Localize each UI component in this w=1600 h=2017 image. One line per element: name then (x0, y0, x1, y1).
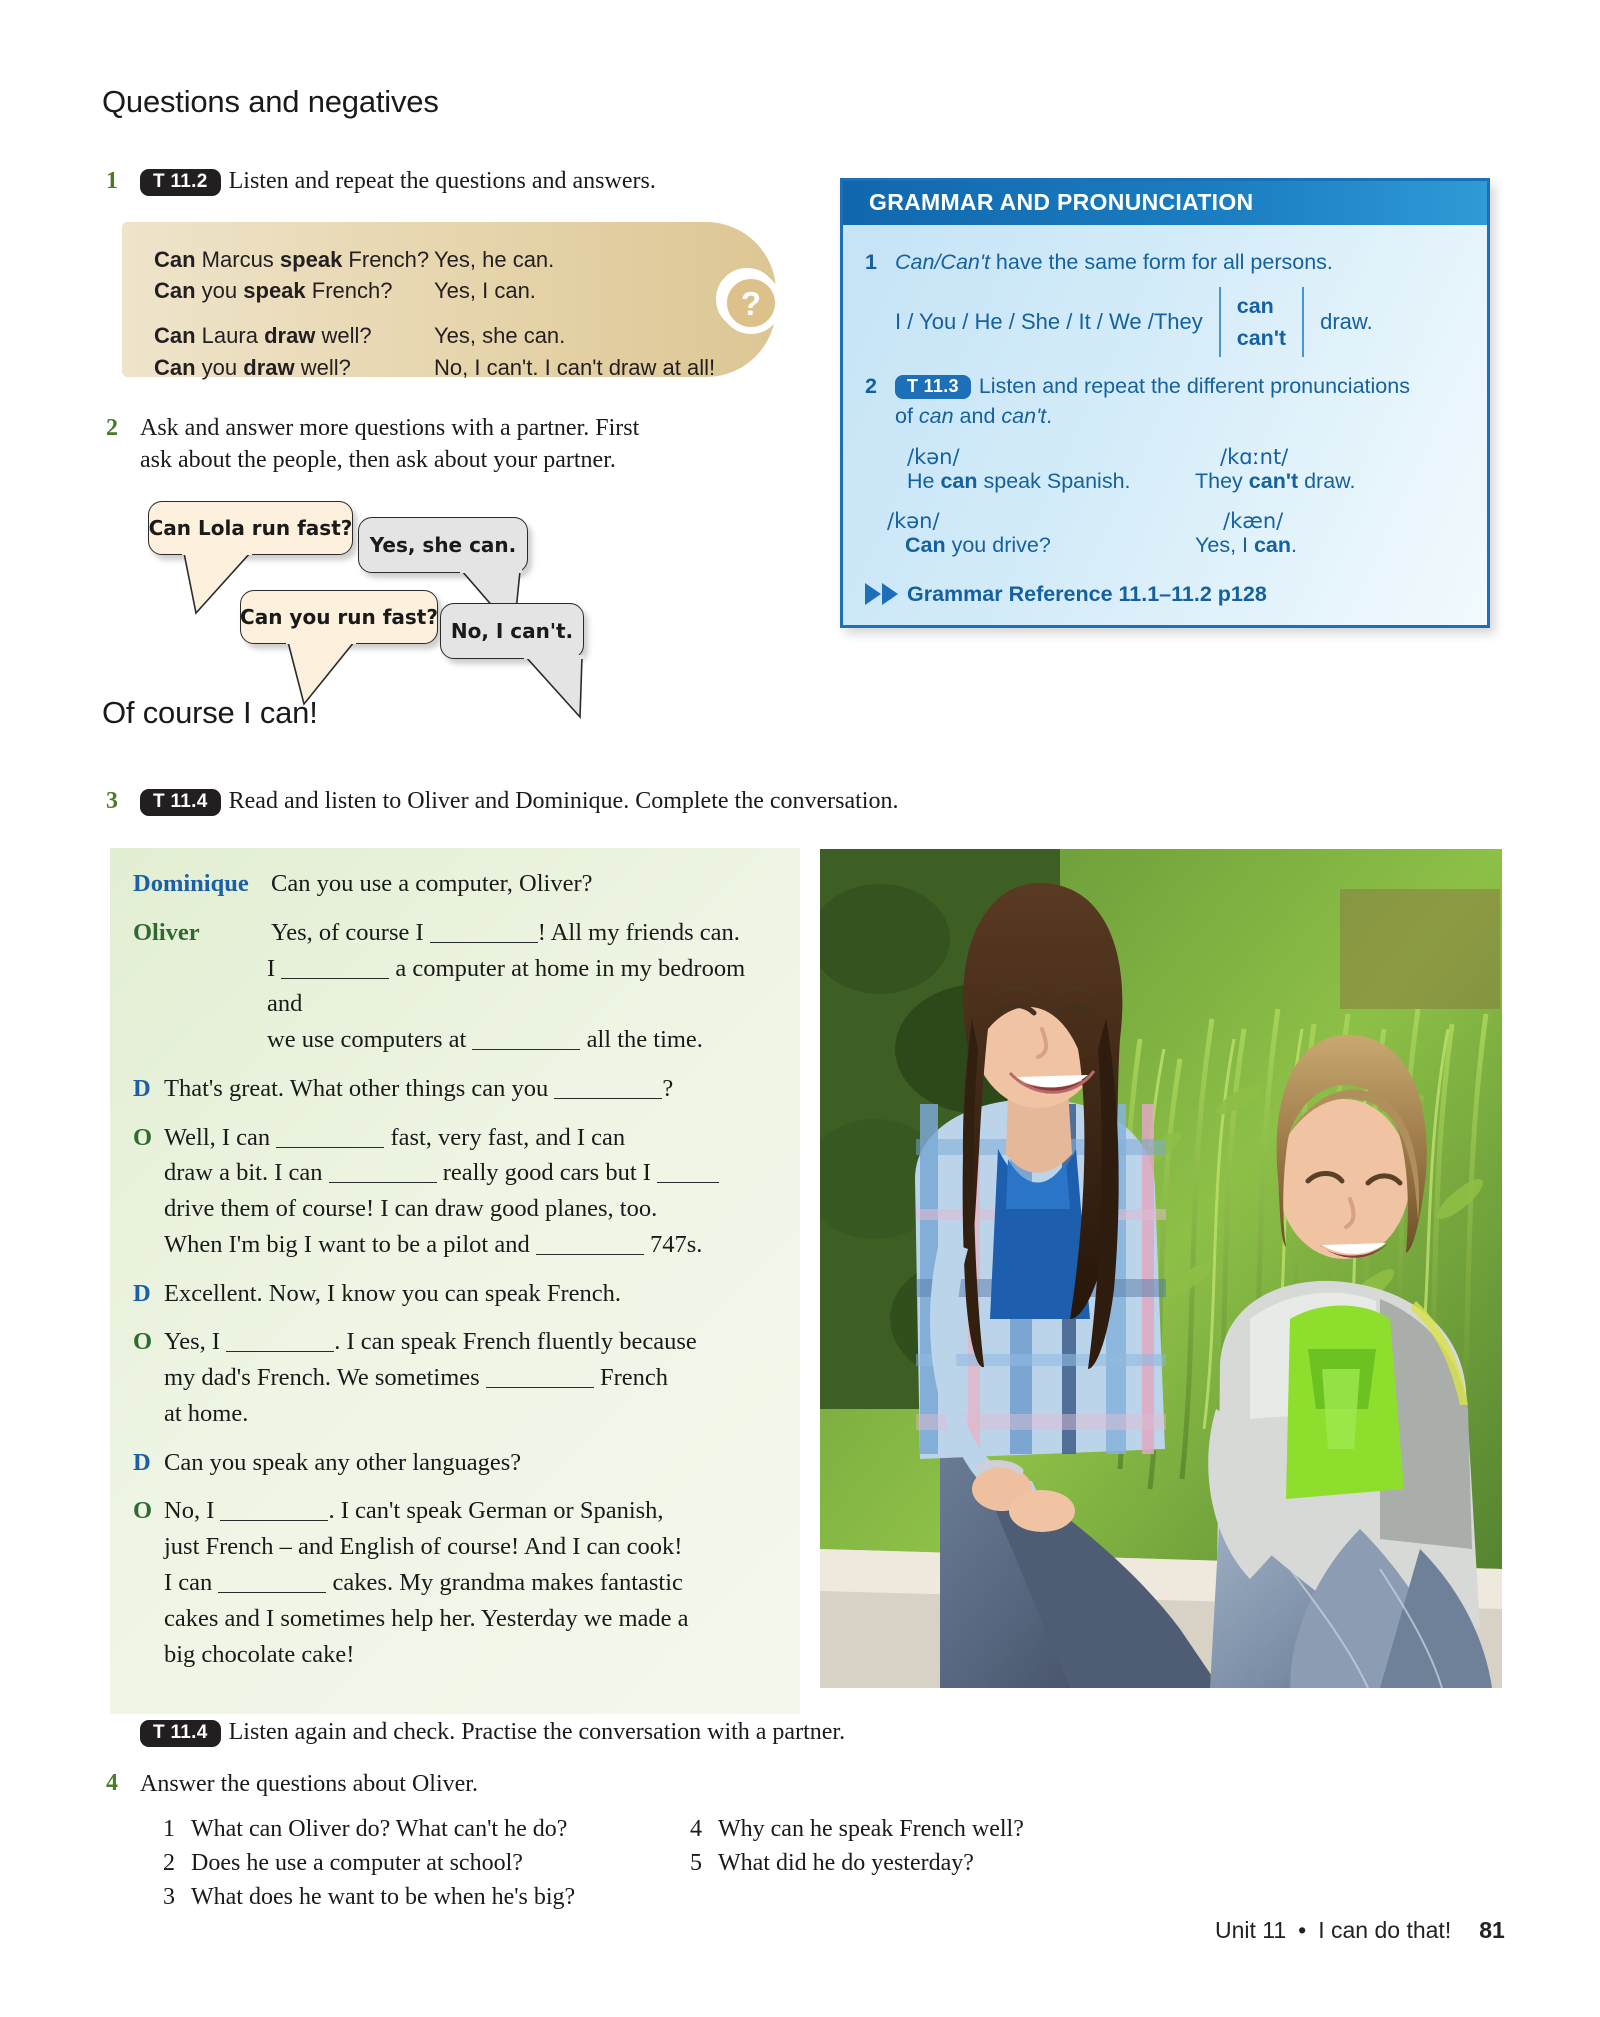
qa-answer: No, I can't. I can't draw at all! (434, 354, 716, 380)
pron-2-post: draw. (1298, 469, 1356, 494)
turn-line (267, 1022, 783, 1058)
grammar-point-2-number: 2 (865, 374, 877, 399)
turn-line (164, 1120, 783, 1156)
question-answer-table (154, 244, 715, 383)
exercise-2-line-2: ask about the people, then ask about your partner. (140, 447, 616, 474)
exercise-1-instruction-text: Listen and repeat the questions and answers. (228, 168, 656, 194)
grammar-reference-link[interactable] (865, 579, 1465, 609)
speech-bubble-answer-1: Yes, she can. (358, 517, 528, 573)
double-arrow-icon (865, 583, 898, 605)
qa-answer: Yes, he can. (434, 247, 555, 272)
exercise-4-right-questions (690, 1812, 1024, 1880)
qa-question (154, 320, 434, 351)
qa-question (154, 244, 434, 275)
turn-line (164, 1227, 783, 1263)
exercise-3-instruction-row (140, 785, 898, 817)
speaker-label-dominique: Dominique (133, 870, 249, 897)
audio-badge-t112[interactable]: T 11.2 (140, 169, 221, 196)
qa-bold-verb: draw (243, 354, 295, 380)
page-footer (1215, 1917, 1505, 1944)
text-seg: cakes. My grandma makes fantastic (326, 1569, 683, 1597)
section-heading-of-course: Of course I can! (102, 695, 318, 730)
qa-bold-can: Can (154, 323, 196, 349)
text-seg: . I can't speak German or Spanish, (328, 1497, 664, 1525)
question-mark-icon: ? (720, 272, 782, 334)
turn-line: cakes and I sometimes help her. Yesterday we made a (164, 1604, 689, 1632)
list-item (163, 1846, 575, 1880)
modal-column (1237, 290, 1286, 355)
qa-answer: Yes, I can. (434, 278, 536, 304)
pronunciation-grid (865, 445, 1465, 577)
qa-question (154, 275, 434, 306)
qa-subject: Marcus (195, 247, 280, 272)
grammar-box-title: GRAMMAR AND PRONUNCIATION (843, 181, 1487, 225)
grammar-and-pronunciation-box (840, 178, 1490, 628)
exercise-4-number: 4 (106, 1770, 118, 1796)
text-seg: fast, very fast, and I can (384, 1123, 626, 1151)
question-text: What can Oliver do? What can't he do? (191, 1816, 568, 1842)
speech-bubble-tail-4 (490, 655, 610, 721)
fill-blank[interactable] (281, 978, 389, 979)
table-row (154, 244, 715, 275)
grammar-point-1 (865, 247, 1465, 277)
qa-question (154, 352, 434, 383)
exercise-3-instruction-text: Read and listen to Oliver and Dominique. Complete the conversation. (228, 788, 899, 814)
text-seg: French (593, 1364, 668, 1392)
pron-2-pre: They (1195, 469, 1249, 494)
fill-blank[interactable] (430, 942, 538, 943)
grammar-point-2 (865, 371, 1465, 431)
text-seg: 747s. (643, 1230, 703, 1258)
question-text: What does he want to be when he's big? (191, 1884, 576, 1911)
fill-blank[interactable] (472, 1049, 580, 1050)
list-item (163, 1880, 575, 1914)
fill-blank[interactable] (536, 1254, 644, 1255)
fill-blank[interactable] (276, 1147, 384, 1148)
turn-line (164, 1493, 783, 1529)
turn-lines (164, 1120, 783, 1263)
turn-line (164, 1324, 783, 1360)
grammar-point-1-number: 1 (865, 250, 877, 274)
conversation-turn (133, 1120, 783, 1263)
grammar-point-1-text (895, 247, 1465, 277)
speaker-label-o: O (133, 1497, 153, 1525)
qa-object: French? (342, 247, 430, 272)
conversation-turn (133, 915, 783, 1058)
turn-line: Excellent. Now, I know you can speak French. (164, 1279, 621, 1307)
ipa-transcription-1: /kən/ (907, 445, 960, 470)
audio-badge-t114-a[interactable]: T 11.4 (140, 789, 221, 816)
qa-bold-can: Can (154, 354, 196, 380)
conversation-turn (133, 1493, 783, 1672)
table-row (154, 352, 715, 383)
question-text: What did he do yesterday? (718, 1850, 974, 1877)
persons-paradigm-row (895, 287, 1465, 357)
question-text: Why can he speak French well? (718, 1816, 1024, 1842)
pron-example-4 (1195, 509, 1297, 559)
speech-bubble-question-1: Can Lola run fast? (148, 501, 353, 555)
grammar-box-body (843, 225, 1487, 623)
text-seg: That's great. What other things can you (164, 1074, 555, 1102)
paradigm-verb: draw. (1320, 308, 1373, 334)
text-seg: really good cars but I (436, 1159, 658, 1187)
pron-1-post: speak Spanish. (977, 469, 1131, 494)
spacer (154, 306, 715, 320)
turn-lines (164, 1493, 783, 1672)
qa-object: well? (294, 354, 351, 380)
turn-line (164, 1565, 783, 1601)
text-seg: draw a bit. I can (164, 1159, 329, 1187)
text-seg: No, I (164, 1497, 221, 1525)
pron-sentence-3 (905, 533, 1051, 559)
listen-again-text: Listen again and check. Practise the conversation with a partner. (228, 1719, 846, 1745)
speaker-label-d: D (133, 1448, 151, 1476)
speaker-label-o: O (133, 1123, 153, 1151)
grammar-can-cant-italic: Can/Can't (895, 250, 990, 274)
photo-illustration (820, 849, 1502, 1688)
ipa-transcription-3: /kən/ (887, 509, 940, 534)
turn-line (164, 1071, 783, 1107)
exercise-2-instruction (140, 412, 740, 477)
speaker-label-o: O (133, 1328, 153, 1356)
conversation-turn (133, 1071, 783, 1107)
pron-3-bold: Can (905, 533, 946, 558)
grammar-period: . (1046, 404, 1053, 429)
grammar-italic-cant: can't (1001, 404, 1047, 429)
fill-blank[interactable] (657, 1182, 719, 1183)
turn-line: at home. (164, 1399, 249, 1427)
qa-object: French? (305, 278, 393, 304)
qa-bold-verb: speak (279, 247, 343, 272)
turn-line (164, 1155, 783, 1191)
exercise-2-number: 2 (106, 415, 118, 441)
turn-line: Can you speak any other languages? (164, 1448, 522, 1476)
qa-subject: Laura (195, 323, 265, 349)
pron-1-pre: He (907, 469, 941, 494)
question-number: 5 (690, 1850, 702, 1877)
grammar-point-2-of: of (895, 404, 919, 429)
list-item (690, 1812, 1024, 1846)
list-item (690, 1846, 1024, 1880)
text-seg: ? (662, 1074, 674, 1102)
question-answer-panel (122, 222, 776, 380)
grammar-point-1-rest: have the same form for all persons. (989, 250, 1333, 274)
fill-blank[interactable] (218, 1592, 326, 1593)
question-number: 1 (163, 1816, 175, 1842)
turn-line: just French – and English of course! And I can cook! (164, 1533, 683, 1561)
divider-left (1219, 287, 1221, 357)
pron-4-pre: Yes, I (1195, 533, 1254, 558)
speech-bubble-answer-2: No, I can't. (440, 603, 584, 659)
table-row (154, 275, 715, 306)
conversation-turn (133, 1445, 783, 1481)
pron-example-1 (907, 445, 1131, 495)
question-text: Does he use a computer at school? (191, 1850, 523, 1877)
qa-bold-can: Can (154, 247, 196, 272)
conversation-text (133, 866, 783, 1685)
page-number: 81 (1479, 1917, 1505, 1943)
speaker-label-d: D (133, 1074, 151, 1102)
ipa-transcription-2: /kɑːnt/ (1220, 445, 1289, 470)
fill-blank[interactable] (220, 1520, 328, 1521)
divider-right (1302, 287, 1304, 357)
turn-lines (267, 915, 783, 1058)
qa-bold-can: Can (154, 278, 196, 304)
exercise-2-line-1: Ask and answer more questions with a partner. First (140, 415, 640, 441)
ipa-transcription-4: /kæn/ (1223, 509, 1284, 534)
qa-answer: Yes, she can. (434, 323, 566, 349)
persons-list: I / You / He / She / It / We /They (895, 308, 1203, 334)
exercise-4-instruction: Answer the questions about Oliver. (140, 1771, 478, 1797)
fill-blank[interactable] (554, 1098, 662, 1099)
turn-lines (164, 1324, 783, 1431)
qa-object: well? (315, 323, 372, 349)
pron-1-bold: can (940, 469, 978, 494)
exercise-1-instruction-row (140, 165, 656, 197)
exercise-1-number: 1 (106, 168, 118, 194)
pron-example-2 (1195, 445, 1355, 495)
text-seg: I can (164, 1569, 219, 1597)
footer-unit: Unit 11 (1215, 1917, 1287, 1943)
exercise-3-number: 3 (106, 788, 118, 814)
audio-badge-t114-b[interactable]: T 11.4 (140, 1720, 221, 1747)
pron-4-post: . (1291, 533, 1298, 558)
question-number: 3 (163, 1884, 175, 1911)
pron-sentence-1 (907, 469, 1131, 495)
turn-line (164, 1360, 783, 1396)
speech-bubble-question-2: Can you run fast? (240, 590, 438, 644)
text-seg: I (267, 954, 282, 982)
turn-line: drive them of course! I can draw good planes, too. (164, 1195, 658, 1223)
text-seg: Well, I can (164, 1123, 277, 1151)
fill-blank[interactable] (226, 1351, 334, 1352)
pron-2-bold: can't (1248, 469, 1299, 494)
fill-blank[interactable] (329, 1182, 437, 1183)
pron-example-3 (887, 509, 1051, 559)
conversation-turn (133, 1276, 783, 1312)
table-row (154, 320, 715, 351)
pron-4-bold: can (1253, 533, 1292, 558)
text-seg: ! All my friends can. (537, 918, 740, 946)
text-seg: all the time. (580, 1026, 703, 1054)
grammar-reference-text: Grammar Reference 11.1–11.2 p128 (907, 582, 1267, 607)
listen-again-row (140, 1716, 845, 1748)
footer-title: I can do that! (1318, 1917, 1452, 1943)
text-seg: Yes, of course I (271, 918, 430, 946)
footer-separator-dot: • (1298, 1917, 1307, 1943)
qa-bold-verb: speak (243, 278, 306, 304)
qa-subject: you (195, 354, 244, 380)
speaker-label-oliver: Oliver (133, 918, 200, 946)
text-seg: Yes, I (164, 1328, 227, 1356)
pron-sentence-2 (1195, 469, 1355, 495)
speaker-label-d: D (133, 1279, 151, 1307)
turn-line (271, 915, 783, 951)
pron-3-post: you drive? (945, 533, 1051, 558)
grammar-point-2-line1: Listen and repeat the different pronunciations (978, 374, 1410, 399)
audio-badge-t113[interactable]: T 11.3 (895, 375, 971, 399)
conversation-turn (133, 866, 783, 902)
text-seg: my dad's French. We sometimes (164, 1364, 486, 1392)
text-seg: a computer at home in my bedroom and (267, 954, 746, 1018)
turn-line: Can you use a computer, Oliver? (271, 870, 593, 897)
text-seg: When I'm big I want to be a pilot and (164, 1230, 536, 1258)
page-title: Questions and negatives (102, 84, 439, 119)
grammar-italic-can: can (918, 404, 954, 429)
modal-positive: can (1236, 293, 1274, 318)
list-item (163, 1812, 575, 1846)
pron-sentence-4 (1195, 533, 1297, 559)
conversation-turn (133, 1324, 783, 1431)
question-number: 2 (163, 1850, 175, 1877)
grammar-and: and (953, 404, 1002, 429)
fill-blank[interactable] (486, 1387, 594, 1388)
question-number: 4 (690, 1816, 702, 1842)
modal-negative: can't (1236, 326, 1287, 351)
text-seg: . I can speak French fluently because (334, 1328, 697, 1356)
qa-subject: you (195, 278, 244, 304)
turn-line: big chocolate cake! (164, 1640, 355, 1668)
qa-bold-verb: draw (264, 323, 316, 349)
grammar-point-2-text (895, 371, 1465, 431)
text-seg: we use computers at (267, 1026, 473, 1054)
turn-line (267, 951, 783, 1023)
exercise-4-left-questions (163, 1812, 575, 1914)
lesson-photo (820, 849, 1502, 1688)
